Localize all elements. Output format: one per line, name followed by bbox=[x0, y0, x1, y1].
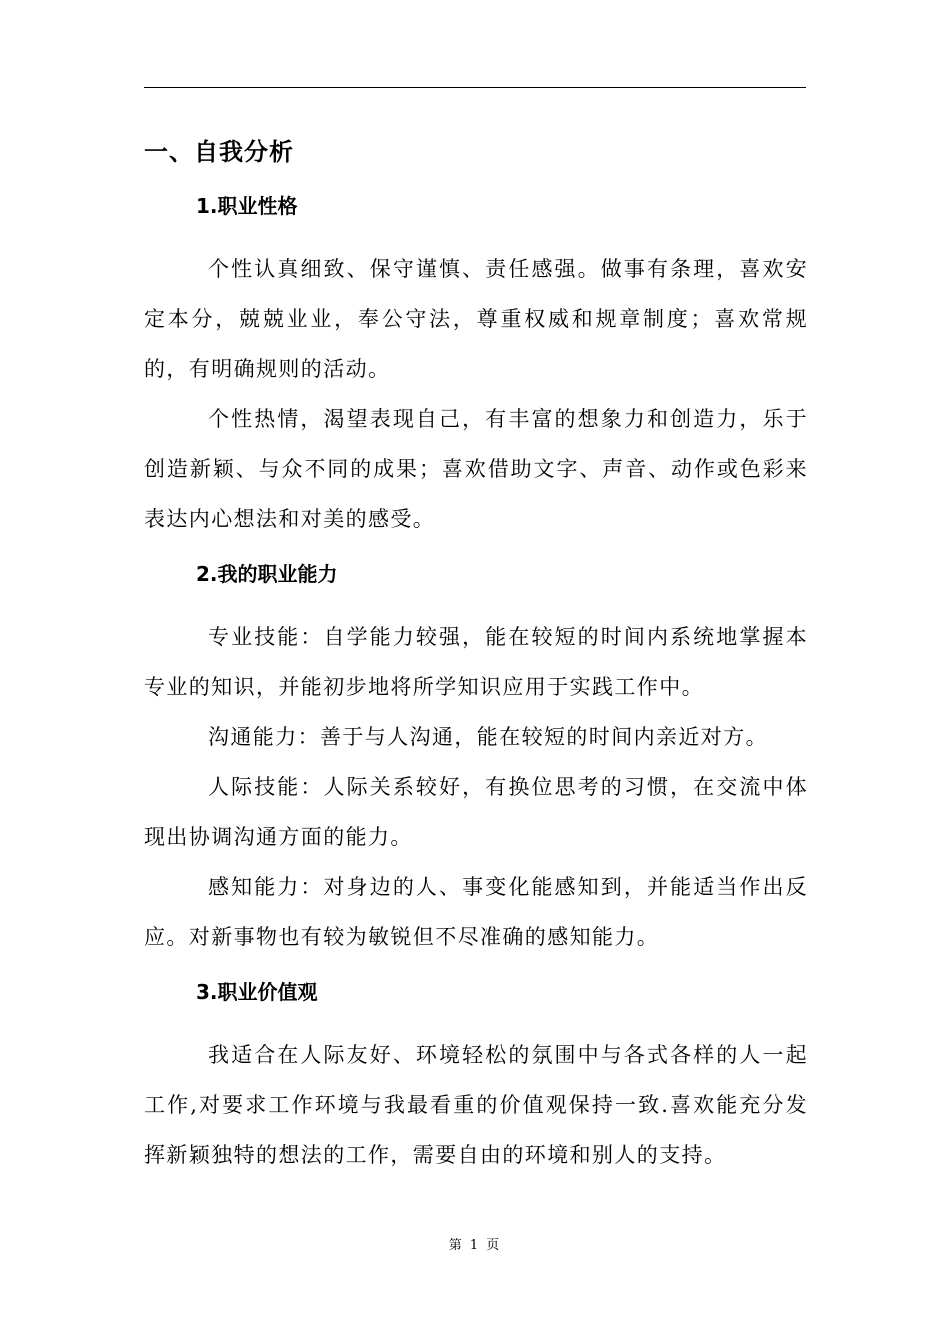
paragraph: 个性认真细致、保守谨慎、责任感强。做事有条理，喜欢安定本分，兢兢业业，奉公守法，尊重权威和规章制度；喜欢常规的，有明确规则的活动。 bbox=[144, 257, 808, 381]
subsection-heading-values: 3.职业价值观 bbox=[196, 980, 318, 1004]
document-body bbox=[144, 128, 808, 1180]
header-rule bbox=[144, 87, 806, 88]
subsection-heading-personality: 1.职业性格 bbox=[196, 194, 298, 218]
paragraph: 沟通能力：善于与人沟通，能在较短的时间内亲近对方。 bbox=[208, 725, 768, 749]
paragraph: 个性热情，渴望表现自己，有丰富的想象力和创造力，乐于创造新颖、与众不同的成果；喜欢借助文字、声音、动作或色彩来表达内心想法和对美的感受。 bbox=[144, 407, 808, 531]
paragraph: 我适合在人际友好、环境轻松的氛围中与各式各样的人一起工作,对要求工作环境与我最看重的价值观保持一致.喜欢能充分发挥新颖独特的想法的工作，需要自由的环境和别人的支持。 bbox=[144, 1043, 808, 1167]
page-number: 第 1 页 bbox=[448, 1238, 502, 1253]
paragraph: 感知能力：对身边的人、事变化能感知到，并能适当作出反应。对新事物也有较为敏锐但不尽准确的感知能力。 bbox=[144, 875, 808, 949]
subsection-heading-abilities: 2.我的职业能力 bbox=[196, 562, 338, 586]
section-title: 一、自我分析 bbox=[144, 138, 294, 166]
paragraph: 人际技能：人际关系较好，有换位思考的习惯，在交流中体现出协调沟通方面的能力。 bbox=[144, 775, 808, 849]
paragraph: 专业技能：自学能力较强，能在较短的时间内系统地掌握本专业的知识，并能初步地将所学知识应用于实践工作中。 bbox=[144, 625, 808, 699]
